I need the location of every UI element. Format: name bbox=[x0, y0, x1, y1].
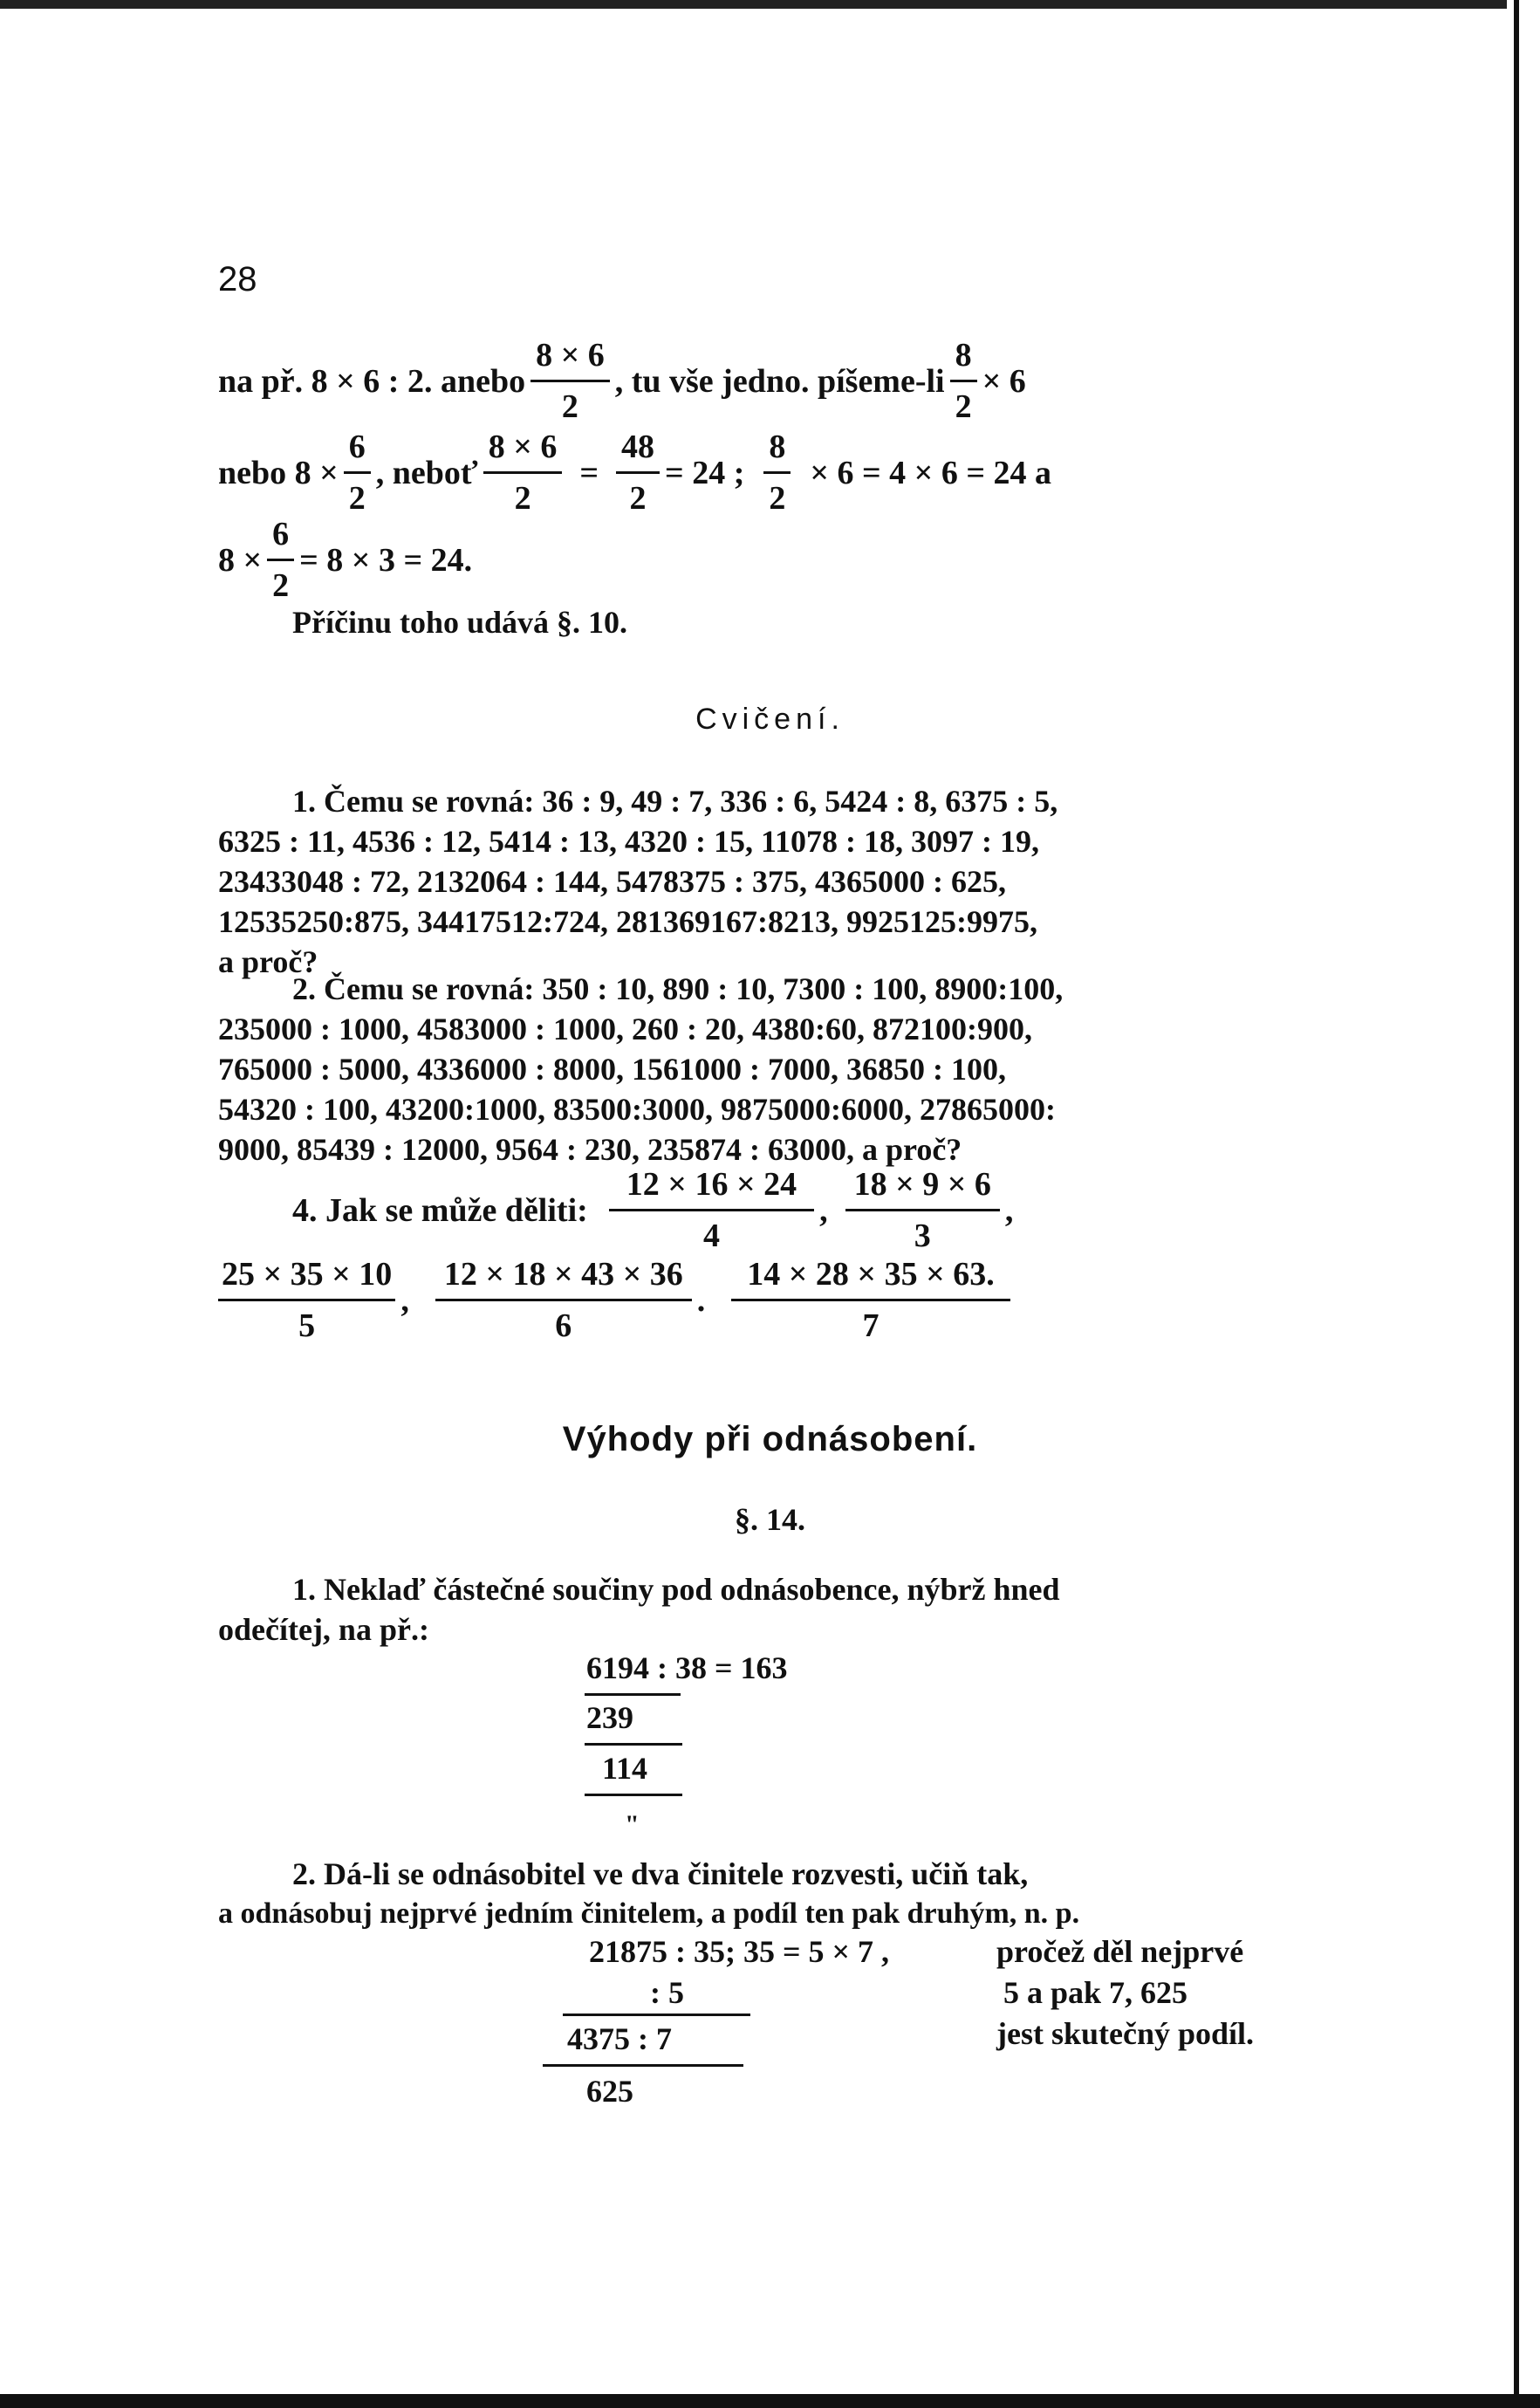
text-line: 765000 : 5000, 4336000 : 8000, 1561000 : 7000, 36850 : 100, bbox=[218, 1052, 1006, 1087]
section-paragraph-2 bbox=[218, 1854, 1287, 1934]
division-example-2-line-1: 21875 : 35; 35 = 5 × 7 , bbox=[589, 1934, 890, 1969]
intro-text: 8 × bbox=[218, 541, 263, 579]
denominator: 2 bbox=[561, 388, 578, 425]
text-line: 9000, 85439 : 12000, 9564 : 230, 235874 : 63000, a proč? bbox=[218, 1132, 962, 1167]
intro-line-4: Příčinu toho udává §. 10. bbox=[292, 605, 628, 640]
fraction bbox=[530, 336, 610, 426]
text-line: 2. Čemu se rovná: 350 : 10, 890 : 10, 7300 : 100, 8900:100, bbox=[292, 971, 1064, 1006]
fraction bbox=[435, 1255, 692, 1345]
text-line: 12535250:875, 34417512:724, 281369167:8213, 9925125:9975, bbox=[218, 904, 1037, 939]
fraction bbox=[731, 1255, 1010, 1345]
text-line: 4. Jak se může děliti: bbox=[292, 1191, 588, 1229]
denominator: 7 bbox=[862, 1307, 880, 1344]
fraction bbox=[483, 428, 563, 518]
denominator: 2 bbox=[629, 480, 647, 517]
numerator: 18 × 9 × 6 bbox=[845, 1165, 1000, 1211]
note-line-1: pročež děl nejprvé bbox=[996, 1934, 1244, 1969]
page-number: 28 bbox=[218, 260, 257, 298]
division-example-1-line-3: 114 bbox=[602, 1751, 648, 1786]
numerator: 8 bbox=[950, 336, 977, 382]
intro-line-2 bbox=[218, 428, 1051, 518]
numerator: 25 × 35 × 10 bbox=[218, 1255, 395, 1301]
denominator: 5 bbox=[298, 1307, 316, 1344]
exercise-2 bbox=[218, 969, 1287, 1170]
denominator: 2 bbox=[348, 480, 366, 517]
denominator: 2 bbox=[955, 388, 972, 425]
text-line: a odnásobuj nejprvé jedním činitelem, a podíl ten pak druhým, n. p. bbox=[218, 1897, 1080, 1930]
intro-text: nebo 8 × bbox=[218, 454, 339, 491]
division-rule bbox=[563, 2014, 750, 2016]
fraction bbox=[344, 428, 371, 518]
text-line: 23433048 : 72, 2132064 : 144, 5478375 : 375, 4365000 : 625, bbox=[218, 864, 1006, 899]
fraction bbox=[218, 1255, 395, 1345]
numerator: 12 × 18 × 43 × 36 bbox=[435, 1255, 692, 1301]
denominator: 2 bbox=[272, 567, 290, 604]
section-title: Výhody při odnásobení. bbox=[562, 1420, 978, 1458]
numerator: 8 bbox=[763, 428, 791, 474]
text-line: 54320 : 100, 43200:1000, 83500:3000, 9875000:6000, 27865000: bbox=[218, 1092, 1056, 1127]
exercise-4-line-2: $\frac{25 \times 35 \times 10}{5}$ , $\frac{12 \times 18 \times 43 \times 36}{6}$ . $\frac{14 \times 28 \times 35 \times 63.}{7}$ bbox=[218, 1255, 1016, 1345]
text-line: 6325 : 11, 4536 : 12, 5414 : 13, 4320 : 15, 11078 : 18, 3097 : 19, bbox=[218, 824, 1039, 859]
division-rule bbox=[585, 1693, 681, 1696]
division-example-1-line-2: 239 bbox=[586, 1700, 633, 1735]
intro-line-3 bbox=[218, 515, 472, 605]
intro-text: = 24 ; bbox=[665, 454, 745, 491]
denominator: 2 bbox=[514, 480, 531, 517]
section-number: §. 14. bbox=[735, 1502, 805, 1537]
fraction bbox=[950, 336, 977, 426]
numerator: 6 bbox=[267, 515, 294, 561]
fraction bbox=[267, 515, 294, 605]
exercise-1 bbox=[218, 781, 1287, 982]
exercises-heading: Cvičení. bbox=[695, 703, 845, 736]
numerator: 14 × 28 × 35 × 63. bbox=[731, 1255, 1010, 1301]
text-line: odečítej, na př.: bbox=[218, 1612, 429, 1647]
text-line: a proč? bbox=[218, 944, 318, 979]
numerator: 48 bbox=[616, 428, 660, 474]
denominator: 6 bbox=[555, 1307, 572, 1344]
intro-text: , neboť bbox=[375, 454, 478, 491]
division-rule bbox=[543, 2064, 743, 2067]
division-rule bbox=[585, 1743, 682, 1746]
numerator: 6 bbox=[344, 428, 371, 474]
intro-text: × 6 = 4 × 6 = 24 a bbox=[810, 454, 1051, 491]
note-line-3: jest skutečný podíl. bbox=[996, 2016, 1255, 2051]
scan-edge-right bbox=[1507, 0, 1540, 2408]
denominator: 4 bbox=[702, 1218, 720, 1254]
exercise-4-line-1: 4. Jak se může děliti: $\frac{12 \times 16 \times 24}{4}$ , $\frac{18 \times 9 \times 6}{3}$ , bbox=[292, 1166, 1014, 1254]
numerator: 8 × 6 bbox=[483, 428, 563, 474]
intro-line-1 bbox=[218, 336, 1026, 426]
scan-edge-bottom bbox=[0, 2394, 1540, 2408]
text-line: 235000 : 1000, 4583000 : 1000, 260 : 20, 4380:60, 872100:900, bbox=[218, 1012, 1032, 1046]
denominator: 2 bbox=[769, 480, 786, 517]
division-example-2-line-2: : 5 bbox=[650, 1975, 684, 2010]
intro-text: , tu vše jedno. píšeme-li bbox=[614, 362, 945, 400]
scan-edge-top bbox=[0, 0, 1540, 9]
fraction bbox=[609, 1165, 814, 1255]
division-rule bbox=[585, 1794, 682, 1796]
intro-text: na př. 8 × 6 : 2. anebo bbox=[218, 362, 526, 400]
text-line: 2. Dá-li se odnásobitel ve dva činitele rozvesti, učiň tak, bbox=[292, 1856, 1029, 1891]
numerator: 8 × 6 bbox=[530, 336, 610, 382]
intro-text: × 6 bbox=[982, 362, 1026, 400]
text-line: 1. Neklaď částečné součiny pod odnásobence, nýbrž hned bbox=[292, 1572, 1060, 1607]
fraction bbox=[763, 428, 791, 518]
division-example-2-line-3: 4375 : 7 bbox=[567, 2021, 672, 2056]
note-line-2: 5 a pak 7, 625 bbox=[1003, 1975, 1188, 2010]
division-example-1-line-4: " bbox=[625, 1810, 640, 1839]
denominator: 3 bbox=[914, 1218, 931, 1254]
division-example-1-line-1: 6194 : 38 = 163 bbox=[586, 1650, 788, 1685]
intro-text: = 8 × 3 = 24. bbox=[299, 541, 473, 579]
fraction bbox=[845, 1165, 1000, 1255]
fraction bbox=[616, 428, 660, 518]
intro-text: = bbox=[579, 454, 599, 491]
section-paragraph-1 bbox=[218, 1569, 1287, 1650]
numerator: 12 × 16 × 24 bbox=[609, 1165, 814, 1211]
text-line: 1. Čemu se rovná: 36 : 9, 49 : 7, 336 : 6, 5424 : 8, 6375 : 5, bbox=[292, 784, 1058, 819]
division-example-2-line-4: 625 bbox=[586, 2074, 633, 2109]
